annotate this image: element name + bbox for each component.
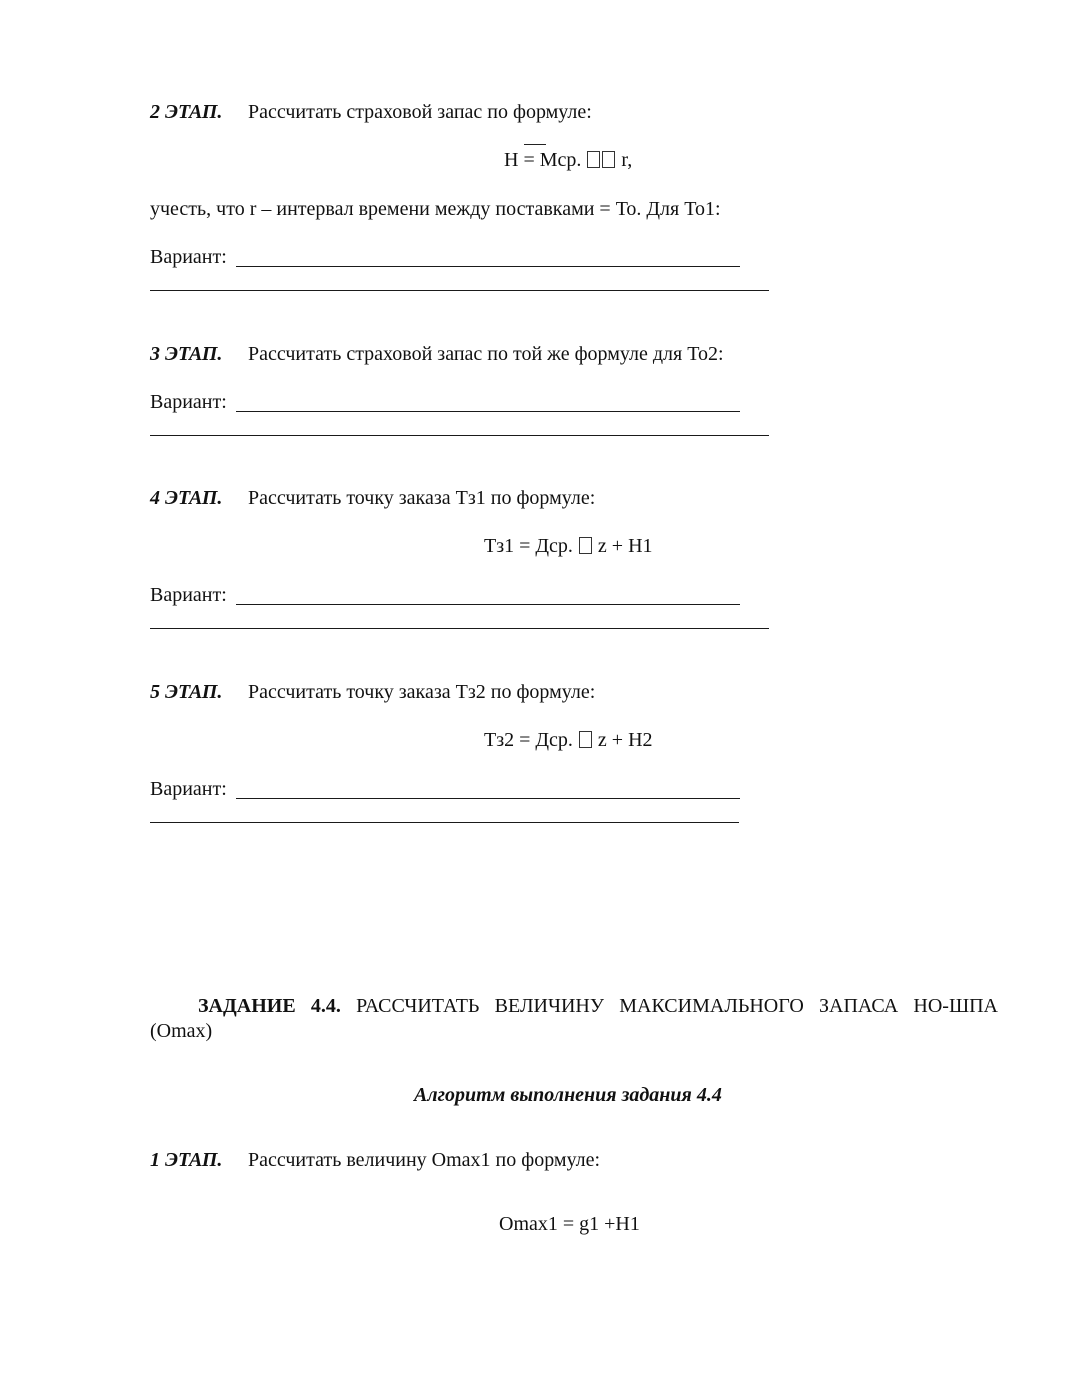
stage4-formula bbox=[484, 534, 653, 558]
stage3-paragraph bbox=[150, 342, 724, 366]
stage5-variant-label: Вариант: bbox=[150, 778, 227, 800]
formula-overbar bbox=[524, 144, 546, 145]
stage5-answer-line-1[interactable] bbox=[236, 798, 740, 799]
stage1-text: Рассчитать величину Omax1 по формуле: bbox=[248, 1149, 601, 1171]
stage2-note: учесть, что r – интервал времени между поставками = То. Для То1: bbox=[150, 198, 721, 220]
stage2-formula bbox=[504, 148, 632, 172]
stage2-formula-right: r, bbox=[621, 149, 633, 171]
stage5-paragraph bbox=[150, 680, 596, 704]
stage4-formula-right: z + Н1 bbox=[597, 535, 653, 557]
stage4-label: 4 ЭТАП. bbox=[150, 487, 223, 509]
stage2-answer-line-2[interactable] bbox=[150, 290, 769, 291]
missing-glyph-icon bbox=[602, 151, 615, 168]
task44-title bbox=[198, 994, 998, 1018]
task44-title-cont: (Omax) bbox=[150, 1020, 213, 1042]
task44-title-rest: РАССЧИТАТЬ ВЕЛИЧИНУ МАКСИМАЛЬНОГО ЗАПАСА НО-ШПА bbox=[356, 995, 999, 1017]
stage2-label: 2 ЭТАП. bbox=[150, 101, 223, 123]
stage4-formula-left: Тз1 = Дср. bbox=[484, 535, 573, 557]
stage3-text: Рассчитать страховой запас по той же формуле для То2: bbox=[248, 343, 724, 365]
stage2-paragraph bbox=[150, 100, 592, 124]
stage3-variant-label: Вариант: bbox=[150, 391, 227, 413]
missing-glyph-icon bbox=[579, 731, 592, 748]
stage4-variant-label: Вариант: bbox=[150, 584, 227, 606]
stage4-answer-line-2[interactable] bbox=[150, 628, 769, 629]
stage5-formula-left: Тз2 = Дср. bbox=[484, 729, 573, 751]
stage1-formula: Omax1 = g1 +Н1 bbox=[499, 1213, 640, 1235]
stage1-paragraph bbox=[150, 1148, 601, 1172]
stage3-label: 3 ЭТАП. bbox=[150, 343, 223, 365]
algorithm-heading: Алгоритм выполнения задания 4.4 bbox=[414, 1084, 722, 1106]
stage2-answer-line-1[interactable] bbox=[236, 266, 740, 267]
stage4-answer-line-1[interactable] bbox=[236, 604, 740, 605]
stage4-paragraph bbox=[150, 486, 596, 510]
stage3-answer-line-2[interactable] bbox=[150, 435, 769, 436]
missing-glyph-icon bbox=[587, 151, 600, 168]
stage4-text: Рассчитать точку заказа Тз1 по формуле: bbox=[248, 487, 596, 509]
stage2-formula-left: Н = Мср. bbox=[504, 149, 582, 171]
stage5-formula-right: z + Н2 bbox=[597, 729, 653, 751]
stage2-text: Рассчитать страховой запас по формуле: bbox=[248, 101, 592, 123]
stage2-variant-label: Вариант: bbox=[150, 246, 227, 268]
stage1-label: 1 ЭТАП. bbox=[150, 1149, 223, 1171]
stage5-formula bbox=[484, 728, 653, 752]
missing-glyph-icon bbox=[579, 537, 592, 554]
task44-title-bold: ЗАДАНИЕ 4.4. bbox=[198, 995, 341, 1017]
stage5-label: 5 ЭТАП. bbox=[150, 681, 223, 703]
stage3-answer-line-1[interactable] bbox=[236, 411, 740, 412]
stage5-text: Рассчитать точку заказа Тз2 по формуле: bbox=[248, 681, 596, 703]
stage5-answer-line-2[interactable] bbox=[150, 822, 739, 823]
